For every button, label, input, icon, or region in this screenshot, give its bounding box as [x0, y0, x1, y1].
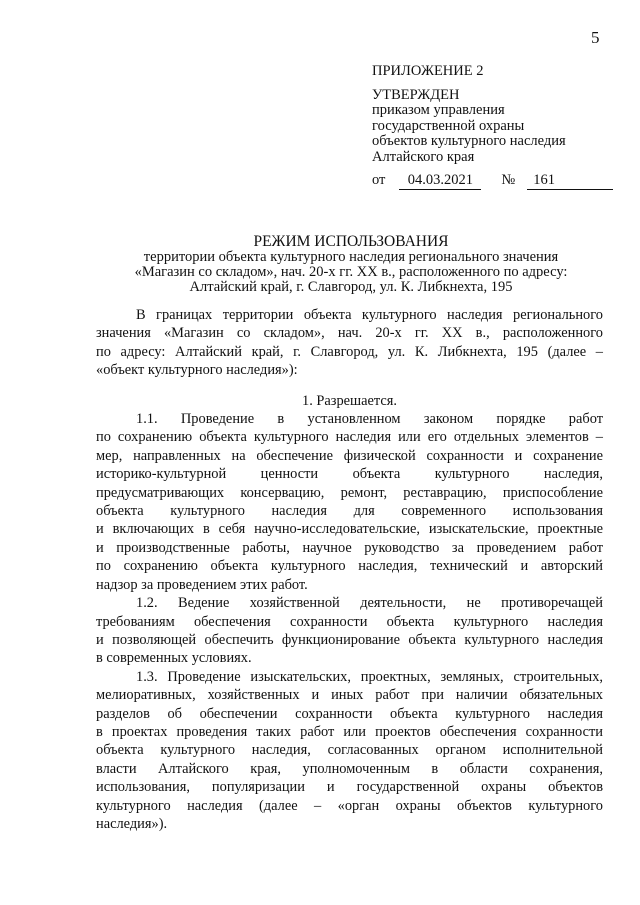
text-line: 1.2. Ведение хозяйственной деятельности, не противоречащей [136, 595, 603, 612]
title-line: территории объекта культурного наследия регионального значения [143, 249, 559, 265]
approval-line: Алтайского края [372, 148, 475, 165]
text-line: и включающих в себя научно-исследовательские, изыскательские, проектные [96, 521, 603, 538]
item-1-2 [96, 594, 603, 668]
text-line: 1.1. Проведение в установленном законом порядке работ [136, 411, 603, 428]
text-line: в проектах проведения таких работ или проектов обеспечения сохранности [96, 723, 603, 740]
text-line: историко-культурной ценности объекта культурного наследия, [96, 466, 603, 483]
title-line: «Магазин со складом», нач. 20-х гг. XX в., расположенного по адресу: [134, 264, 568, 280]
text-line: по сохранению объекта культурного наследия или его отдельных элементов – [96, 429, 603, 446]
text-line: мер, направленных на обеспечение физической сохранности и сохранение [96, 447, 603, 464]
order-number: 161 [527, 173, 613, 190]
text-line: по сохранению объекта культурного наследия, технический и авторский [96, 558, 603, 575]
text-line: в современных условиях. [96, 650, 252, 667]
document-heading: РЕЖИМ ИСПОЛЬЗОВАНИЯ [253, 233, 449, 250]
text-line: разделов об обеспечении сохранности объекта культурного наследия [96, 705, 603, 722]
approval-line: объектов культурного наследия [372, 133, 566, 149]
text-line: В границах территории объекта культурного наследия регионального [136, 307, 603, 323]
approval-line: приказом управления [372, 102, 505, 118]
order-date: 04.03.2021 [399, 173, 481, 190]
text-line: культурного наследия (далее – «орган охраны объектов культурного [96, 797, 603, 814]
document-title-block [96, 234, 606, 295]
text-line: 1.3. Проведение изыскательских, проектных, земляных, строительных, [136, 668, 603, 685]
text-line: объекта культурного наследия, согласованных органом исполнительной [96, 742, 603, 759]
document-body [96, 306, 603, 833]
item-1-1 [96, 410, 603, 594]
intro-paragraph [96, 306, 603, 380]
text-line: власти Алтайского края, уполномоченным в области сохранения, [96, 760, 603, 777]
text-line: требованиям обеспечения сохранности объекта культурного наследия [96, 613, 603, 630]
text-line: предусматривающих консервацию, ремонт, реставрацию, приспособление [96, 484, 603, 501]
text-line: мелиоративных, хозяйственных и иных работ при наличии обязательных [96, 687, 603, 704]
page-number: 5 [591, 28, 600, 47]
text-line: и позволяющей обеспечить функционирование объекта культурного наследия [96, 631, 603, 648]
text-line: объекта культурного наследия для современного использования [96, 503, 603, 520]
text-line: надзор за проведением этих работ. [96, 576, 308, 593]
number-label: № [501, 172, 516, 188]
text-line: и производственные работы, научное руководство за проведением работ [96, 539, 603, 556]
section-heading: 1. Разрешается. [302, 392, 397, 409]
text-line: значения «Магазин со складом», нач. 20-х гг. XX в., расположенного [96, 325, 603, 342]
text-line: использования, популяризации и государственной охраны объектов [96, 779, 603, 796]
appendix-block [372, 64, 622, 190]
approval-line: государственной охраны [372, 117, 525, 134]
from-label: от [372, 172, 386, 188]
text-line: «объект культурного наследия»): [96, 362, 298, 379]
order-date-row [372, 173, 622, 190]
title-line: Алтайский край, г. Славгород, ул. К. Либкнехта, 195 [189, 279, 513, 295]
text-line: наследия»). [96, 815, 168, 832]
item-1-3 [96, 668, 603, 834]
approved-label: УТВЕРЖДЕН [372, 86, 460, 103]
text-line: по адресу: Алтайский край, г. Славгород, ул. К. Либкнехта, 195 (далее – [96, 343, 603, 360]
appendix-title: ПРИЛОЖЕНИЕ 2 [372, 63, 484, 79]
